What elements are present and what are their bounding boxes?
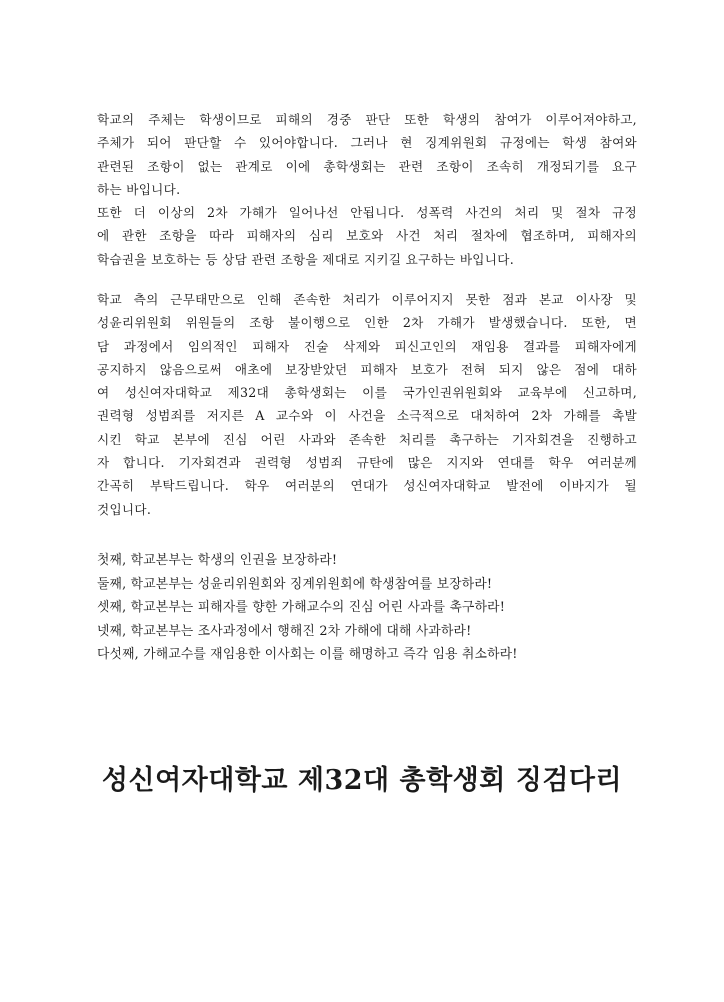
paragraph-line: 또한 더 이상의 2차 가해가 일어나선 안됩니다. 성폭력 사건의 처리 및 절차 규정 [97, 205, 637, 221]
statement-paragraph-1 [97, 108, 637, 271]
paragraph-line: 하는 바입니다. [97, 181, 181, 197]
demand-item: 둘째, 학교본부는 성윤리위원회와 징계위원회에 학생참여를 보장하라! [97, 576, 493, 592]
paragraph-line: 권력형 성범죄를 저지른 A 교수와 이 사건을 소극적으로 대처하여 2차 가해를 촉발 [97, 408, 637, 424]
demand-item: 첫째, 학교본부는 학생의 인권을 보장하라! [97, 553, 338, 568]
statement-paragraph-2 [97, 288, 637, 521]
paragraph-line: 것입니다. [97, 501, 152, 517]
paragraph-line: 공지하지 않음으로써 애초에 보장받았던 피해자 보호가 전혀 되지 않은 점에 대하 [97, 361, 637, 377]
paragraph-line: 성윤리위원회 위원들의 조항 불이행으로 인한 2차 가해가 발생했습니다. 또한, 면 [97, 315, 637, 331]
demand-item: 다섯째, 가해교수를 재임용한 이사회는 이를 해명하고 즉각 임용 취소하라! [97, 647, 518, 663]
paragraph-line: 자 합니다. 기자회견과 권력형 성범죄 규탄에 많은 지지와 연대를 학우 여러분께 [97, 455, 637, 471]
paragraph-line: 담 과정에서 임의적인 피해자 진술 삭제와 피신고인의 재임용 결과를 피해자에게 [97, 338, 637, 354]
signature-student-council: 성신여자대학교 제32대 총학생회 징검다리 [101, 765, 623, 796]
paragraph-line: 여 성신여자대학교 제32대 총학생회는 이를 국가인권위원회와 교육부에 신고하며, [97, 385, 637, 401]
paragraph-line: 간곡히 부탁드립니다. 학우 여러분의 연대가 성신여자대학교 발전에 이바지가 될 [97, 478, 637, 494]
demand-item: 셋째, 학교본부는 피해자를 향한 가해교수의 진심 어린 사과를 촉구하라! [97, 600, 506, 616]
paragraph-line: 에 관한 조항을 따라 피해자의 심리 보호와 사건 처리 절차에 협조하며, 피해자의 [97, 228, 637, 244]
paragraph-line: 관련된 조항이 없는 관계로 이에 총학생회는 관련 조항이 조속히 개정되기를 요구 [97, 158, 637, 174]
paragraph-line: 주체가 되어 판단할 수 있어야합니다. 그러나 현 징계위원회 규정에는 학생 참여와 [97, 135, 637, 151]
paragraph-line: 학교 측의 근무태만으로 인해 존속한 처리가 이루어지지 못한 점과 본교 이사장 및 [97, 292, 637, 307]
paragraph-line: 학교의 주체는 학생이므로 피해의 경중 판단 또한 학생의 참여가 이루어져야하고, [97, 112, 637, 127]
paragraph-line: 학습권을 보호하는 등 상담 관련 조항을 제대로 지키길 요구하는 바입니다. [97, 251, 514, 267]
paragraph-line: 시킨 학교 본부에 진심 어린 사과와 존속한 처리를 촉구하는 기자회견을 진행하고 [97, 431, 637, 447]
demands-list [97, 549, 637, 667]
demand-item: 넷째, 학교본부는 조사과정에서 행해진 2차 가해에 대해 사과하라! [97, 623, 472, 639]
